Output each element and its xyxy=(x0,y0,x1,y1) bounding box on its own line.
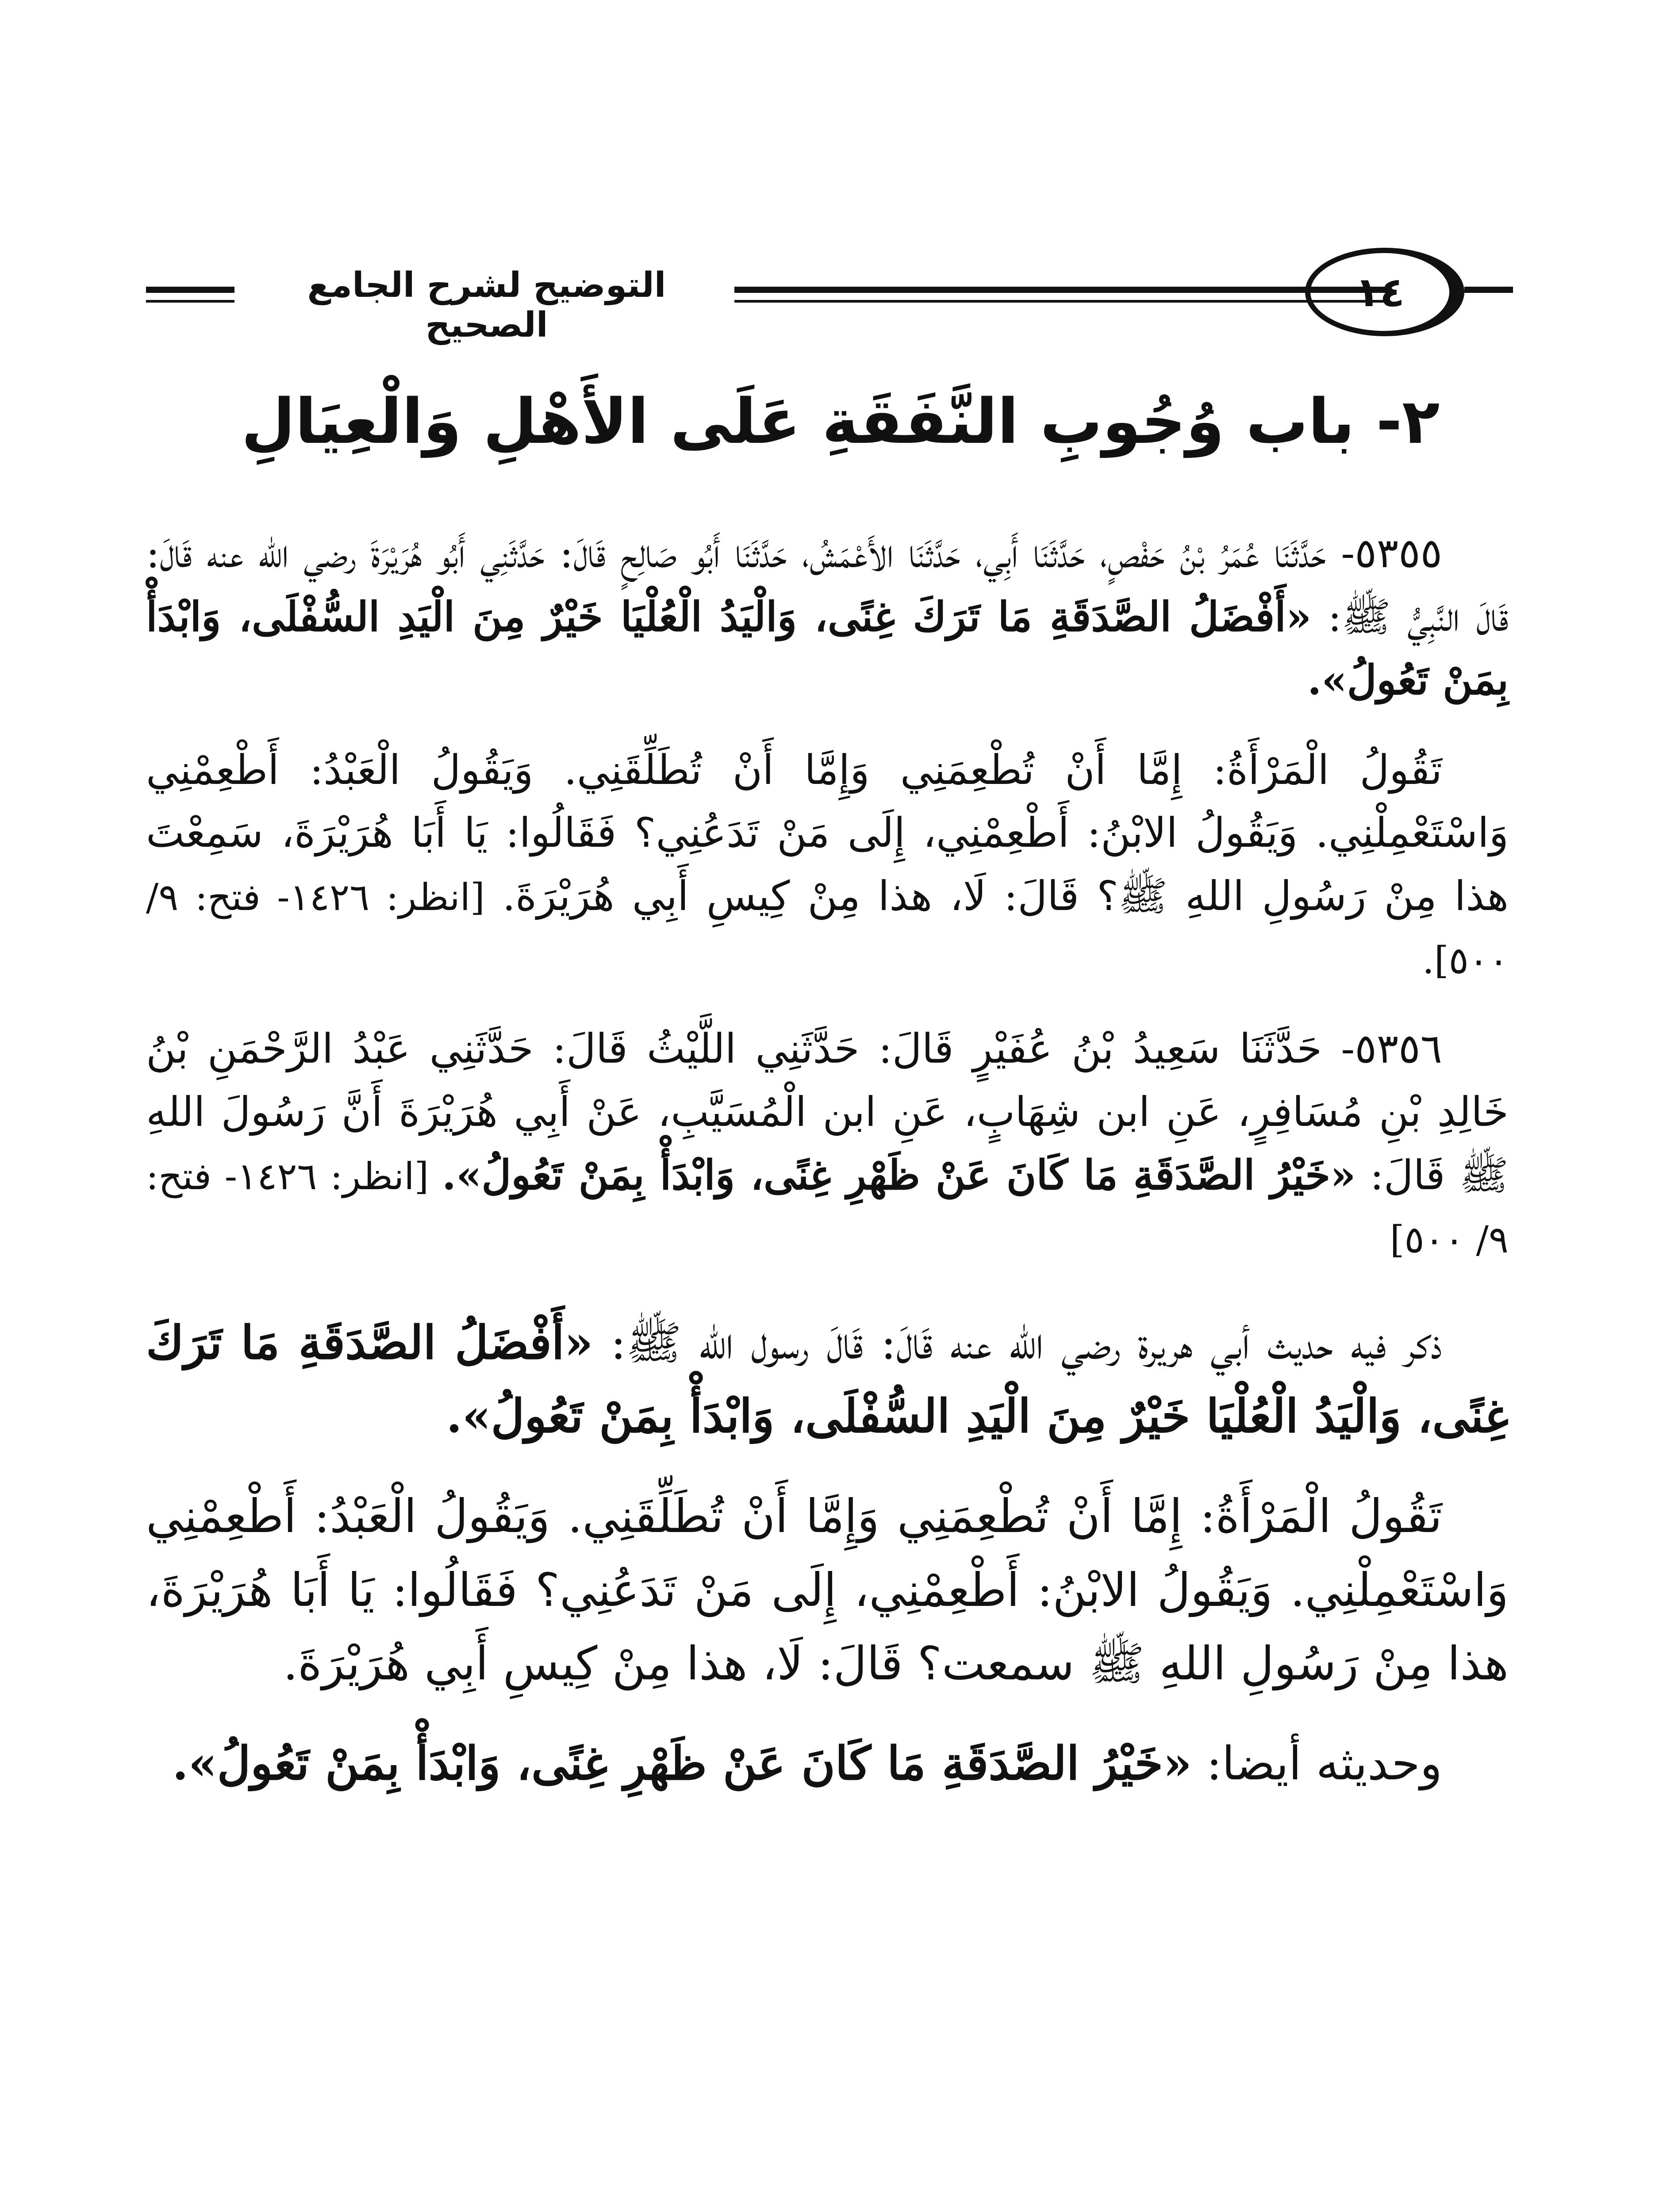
quoted-hadith: «خَيْرُ الصَّدَقَةِ مَا كَانَ عَنْ ظَهْرِ غِنًى، وَابْدَأْ بِمَنْ تَعُولُ». xyxy=(172,1736,1192,1791)
hadith-chain: ٥٣٥٥- حَدَّثَنَا عُمَرُ بْنُ حَفْصٍ، حَدَّثَنَا أَبِي، حَدَّثَنَا الأَعْمَشُ، حَدَّثَنَا أَبُو صَالِحٍ قَالَ: حَدَّثَنِي أَبُو هُرَيْرَةَ رضي الله عنه قَالَ: قَالَ النَّبِيُّ ﷺ: xyxy=(146,530,1509,641)
header-rule xyxy=(146,300,234,303)
main-text xyxy=(146,522,1509,1827)
commentary-paragraph xyxy=(146,1727,1509,1800)
header-ornament xyxy=(1464,287,1513,293)
header-rule xyxy=(734,287,1389,293)
page-number: ١٤ xyxy=(1305,248,1464,336)
commentary-paragraph xyxy=(146,1306,1509,1453)
header-rule xyxy=(146,287,234,293)
commentary-intro: وحديثه أيضا: xyxy=(1191,1736,1442,1791)
quoted-hadith: «أَفْضَلُ الصَّدَقَةِ مَا تَرَكَ غِنًى، وَالْيَدُ الْعُلْيَا خَيْرٌ مِنَ الْيَدِ السُّفْلَى، وَابْدَأْ بِمَنْ تَعُولُ». xyxy=(146,1315,1509,1443)
hadith-5356 xyxy=(146,1018,1509,1270)
reference: [انظر: ١٤٢٦- فتح: ٩/ ٥٠٠] xyxy=(146,1155,1509,1261)
commentary-paragraph xyxy=(146,1479,1509,1700)
header-rule xyxy=(734,300,1389,303)
running-title: التوضيح لشرح الجامع الصحيح xyxy=(307,265,666,345)
hadith-5355 xyxy=(146,522,1509,712)
reference: [انظر: ١٤٢٦- فتح: ٩/ ٥٠٠]. xyxy=(146,875,1509,982)
hadith-text: «أَفْضَلُ الصَّدَقَةِ مَا تَرَكَ غِنًى، وَالْيَدُ الْعُلْيَا خَيْرٌ مِنَ الْيَدِ السُّفْلَى، وَابْدَأْ بِمَنْ تَعُولُ». xyxy=(146,592,1509,704)
hadith-chain: ٥٣٥٦- حَدَّثَنَا سَعِيدُ بْنُ عُفَيْرٍ قَالَ: حَدَّثَنِي اللَّيْثُ قَالَ: حَدَّثَنِي عَبْدُ الرَّحْمَنِ بْنُ خَالِدِ بْنِ مُسَافِرٍ، عَنِ ابن شِهَابٍ، عَنِ ابن الْمُسَيَّبِ، عَنْ أَبِي هُرَيْرَةَ أَنَّ رَسُولَ اللهِ ﷺ قَالَ: xyxy=(146,1025,1509,1199)
commentary-intro: ذكر فيه حديث أبي هريرة رضي الله عنه قَالَ: قَالَ رسول الله ﷺ: xyxy=(593,1315,1443,1370)
hadith-text: «خَيْرُ الصَّدَقَةِ مَا كَانَ عَنْ ظَهْرِ غِنًى، وَابْدَأْ بِمَنْ تَعُولُ». xyxy=(442,1151,1356,1199)
running-header xyxy=(146,248,1509,345)
chapter-title: ٢- باب وُجُوبِ النَّفَقَةِ عَلَى الأَهْلِ وَالْعِيَالِ xyxy=(241,386,1440,458)
hadith-continuation: تَقُولُ الْمَرْأَةُ: إِمَّا أَنْ تُطْعِمَنِي وَإِمَّا أَنْ تُطَلِّقَنِي. وَيَقُولُ الْعَبْدُ: أَطْعِمْنِي وَاسْتَعْمِلْنِي. وَيَقُولُ الابْنُ: أَطْعِمْنِي، إِلَى مَنْ تَدَعُنِي؟ فَقَالُوا: يَا أَبَا هُرَيْرَةَ، سَمِعْتَ هذا مِنْ رَسُولِ اللهِ ﷺ؟ قَالَ: لَا، هذا مِنْ كِيسِ أَبِي هُرَيْرَةَ. xyxy=(146,746,1509,920)
hadith-5355-continuation xyxy=(146,739,1509,991)
commentary-text: تَقُولُ الْمَرْأَةُ: إِمَّا أَنْ تُطْعِمَنِي وَإِمَّا أَنْ تُطَلِّقَنِي. وَيَقُولُ الْعَبْدُ: أَطْعِمْنِي وَاسْتَعْمِلْنِي. وَيَقُولُ الابْنُ: أَطْعِمْنِي، إِلَى مَنْ تَدَعُنِي؟ فَقَالُوا: يَا أَبَا هُرَيْرَةَ، هذا مِنْ رَسُولِ اللهِ ﷺ سمعت؟ قَالَ: لَا، هذا مِنْ كِيسِ أَبِي هُرَيْرَةَ. xyxy=(146,1489,1509,1691)
